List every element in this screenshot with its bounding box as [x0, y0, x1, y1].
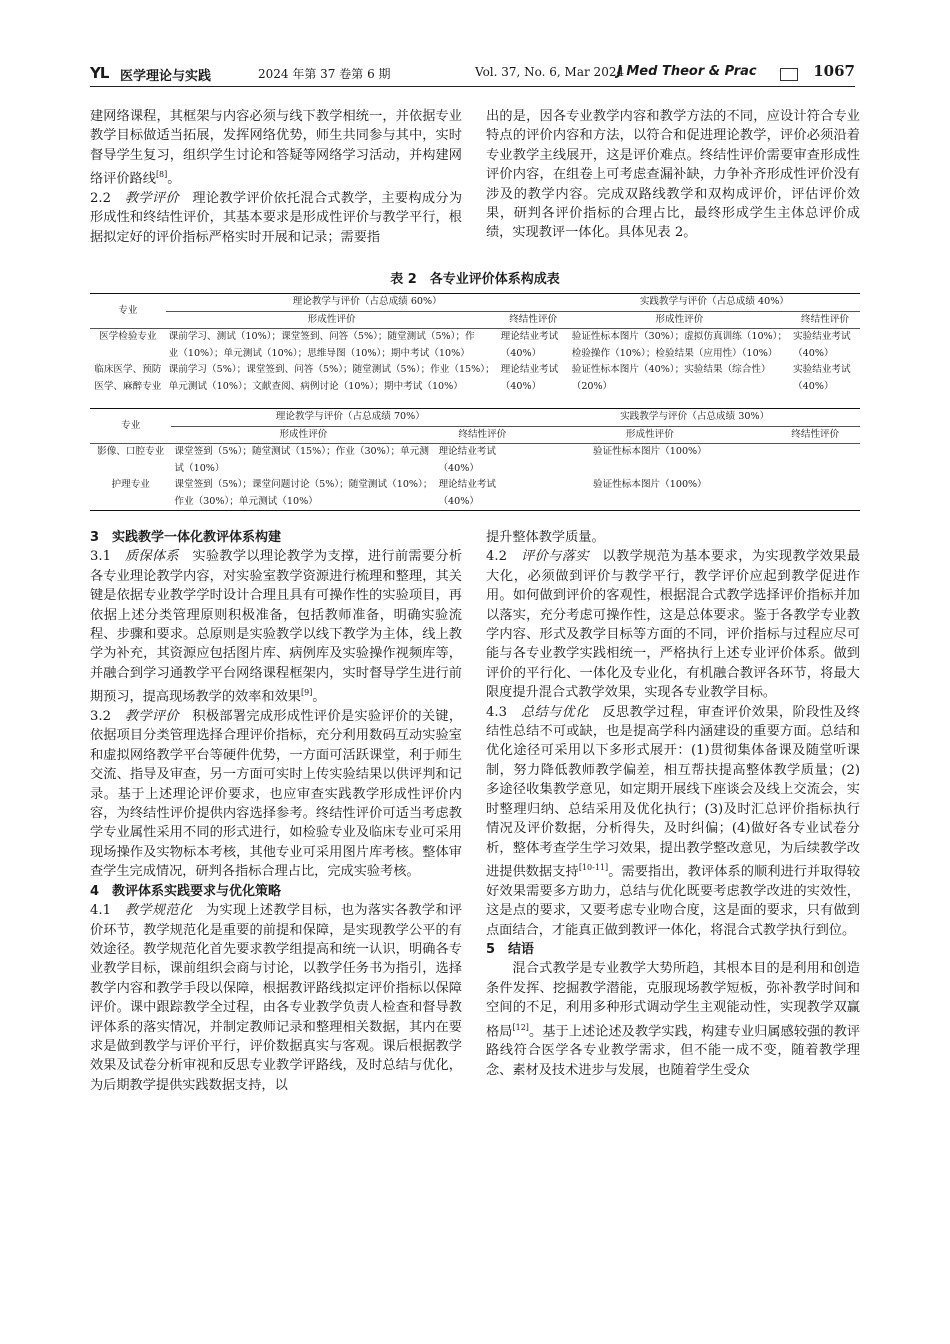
header-formative: 形成性评价: [171, 426, 435, 444]
section-5-title: 5 结语: [486, 941, 535, 957]
header-formative: 形成性评价: [529, 426, 770, 444]
header-major: 专业: [90, 294, 166, 329]
header-box-icon: [780, 68, 798, 81]
header-practice: 实践教学与评价（占总成绩 40%）: [569, 294, 860, 312]
paragraph: 建网络课程，其框架与内容必须与线下教学相统一，并依据专业教学目标做适当拓展，发挥网络优势，师生共同参与其中，实时督导学生复习，组织学生讨论和答疑等网络学习活动，并构建网络评价路线[8]。: [90, 109, 462, 187]
subsection-title: 教学评价: [124, 191, 179, 207]
paragraph: 提升整体教学质量。: [486, 530, 605, 545]
table-row: 临床医学、预防 医学、麻醉专业 课前学习（5%）；课堂签到、问答（5%）；随堂测试（5%）；作业（15%）； 单元测试（10%）；文献查阅、病例讨论（10%）；期中考试（10%） 理论结业考试 （40%） 验证性标本图片（40%）；实验结果（综合性） （20%） 实验结业考试 （40%）: [94, 364, 851, 392]
section-4-3: 4.3 总结与优化 反思教学过程，审查评价效果，阶段性及终结性总结不可或缺，也是提高学科内涵建设的重要方面。总结和优化途径可采用以下多形式展开：(1)贯彻集体备课及随堂听课制，努力降低教师教学偏差，相互帮扶提高整体教学质量；(2)多途径收集教学意见，如定期开展线下座谈会及线上交流会，实时整理归纳、总结采用及优化执行；(3)及时汇总评价指标执行情况及评价数据，分析得失，及时纠偏；(4)做好各专业试卷分析，整体考查学生学习效果，提出教学整改意见，为后续教学改进提供数据支持[10-11]。需要指出，教评体系的顺利进行并取得较好效果需要多方助力，总结与优化既要考虑教学改进的实效性，这是点的要求，又要考虑专业吻合度，这是面的要求，只有做到点面结合，才能真正做到教评一体化，将混合式教学执行到位。: [486, 704, 861, 938]
journal-name-en: J Med Theor & Prac: [617, 64, 757, 79]
subsection-title: 教学规范化: [124, 903, 193, 919]
table-row: 影像、口腔专业 课堂签到（5%）；随堂测试（15%）；作业（30%）；单元测 试（10%） 理论结业考试 （40%） 验证性标本图片（100%）: [97, 446, 707, 474]
table-caption: 表 2 各专业评价体系构成表: [390, 272, 560, 287]
volume-en: Vol. 37, No. 6, Mar 2024: [475, 65, 625, 79]
section-3-2: 3.2 教学评价 积极部署完成形成性评价是实验评价的关键，依据项目分类管理选择合理评价指标，充分利用数码互动实验室和虚拟网络教学平台等硬件优势，一方面可活跃课堂，利于师生交流、指导及审查，另一方面可实时上传实验结果以供评判和记录。基于上述理论评价要求，也应审查实践教学形成性评价内容，为终结性评价提供内容选择参考。终结性评价可适当考虑教学专业属性采用不同的形式进行，如检验专业及临床专业可采用现场操作及实物标本考核，其他专业可采用图片库考核。整体审查学生完成情况，研判各指标合理占比，完成实验考核。: [90, 709, 463, 880]
section-4-title: 4 教评体系实践要求与优化策略: [90, 883, 282, 899]
header-summative: 终结性评价: [771, 426, 860, 444]
section-3-title: 3 实践教学一体化教评体系构建: [90, 530, 282, 545]
citation: [8]: [155, 170, 168, 180]
paragraph: 混合式教学是专业教学大势所趋，其根本目的是利用和创造条件发挥、挖掘教学潜能，克服现场教学短板，弥补教学时间和空间的不足，利用多种形式调动学生主观能动性，实现教学双赢格局[12]。基于上述论述及教学实践，构建专业归属感较强的教评路线符合医学各专业教学需求，但不能一成不变，随着教学理念、素材及技术进步与发展，也随着学生受众: [486, 961, 861, 1078]
citation: [12]: [512, 1022, 529, 1032]
journal-logo: YL: [90, 64, 109, 82]
subsection-title: 总结与优化: [520, 704, 589, 720]
header-summative: 终结性评价: [435, 426, 529, 444]
bottom-left-column: [90, 528, 462, 1095]
header-summative: 终结性评价: [498, 311, 569, 329]
paragraph: 出的是，因各专业教学内容和教学方法的不同，应设计符合专业特点的评价内容和方法，以符合和促进理论教学，评价必须沿着专业教学主线展开，这是评价难点。终结性评价需要审查形成性评价内容，在组卷上可考虑查漏补缺，力争补齐形成性评价没有涉及的教学内容。完成双路线教学和双构成评价，评估评价效果，研判各评价指标的合理占比，最终形成学生主体总评价成绩，实现教评一体化。具体见表 2。: [486, 109, 860, 241]
header-theory: 理论教学与评价（占总成绩 60%）: [166, 294, 569, 312]
table-part-1: [90, 293, 860, 395]
top-right-column: [486, 107, 860, 243]
top-left-column: [90, 107, 462, 247]
table-row: 医学检验专业 课前学习、测试（10%）；课堂签到、问答（5%）；随堂测试（5%）；作 业（10%）；单元测试（10%）；思维导图（10%）；期中考试（10%） 理论结业考试 （40%） 验证性标本图片（30%）；虚拟仿真训练（10%）； 检验操作（10%）；检验结果（应用性）（10%） 实验结业考试 （40%）: [99, 331, 851, 359]
header-practice: 实践教学与评价（占总成绩 30%）: [529, 409, 860, 427]
header-formative: 形成性评价: [569, 311, 790, 329]
header-major: 专业: [90, 409, 171, 444]
section-4-2: 4.2 评价与落实 以教学规范为基本要求，为实现教学效果最大化，必须做到评价与教学平行，教学评价应起到教学促进作用。如何做到评价的客观性，根据混合式教学选择评价指标并加以落实，充分考虑可操作性，这是总体要求。鉴于各教学专业教学内容、形式及教学目标等方面的不同，评价指标与过程应尽可能与各专业教学实践相统一，严格执行上述专业评价体系。做到评价的平行化、一体化及专业化，有机融合教评各环节，将最大限度提升混合式教学效果，实现各专业教学目标。: [486, 549, 861, 701]
table-part-2: [90, 408, 860, 511]
subsection-title: 评价与落实: [520, 549, 589, 565]
section-2-2: 2.2 教学评价 理论教学评价依托混合式教学，主要构成分为形成性和终结性评价，其基本要求是形成性评价与教学平行，根据拟定好的评价指标严格实时开展和记录；需要指: [90, 191, 463, 245]
table-row: 护理专业 课堂签到（5%）；课堂问题讨论（5%）；随堂测试（10%）； 作业（30%）；单元测试（10%） 理论结业考试 （40%） 验证性标本图片（100%）: [90, 477, 860, 511]
running-header: [90, 62, 855, 87]
header-summative: 终结性评价: [790, 311, 860, 329]
header-theory: 理论教学与评价（占总成绩 70%）: [171, 409, 529, 427]
section-3-1: 3.1 质保体系 实验教学以理论教学为支撑，进行前需要分析各专业理论教学内容，对实验室教学资源进行梳理和整理，其关键是依据专业教学学时设计合理且具有可操作性的实验项目，再依据上述分类管理原则积极准备，包括教师准备，明确实验流程、步骤和要求。总原则是实验教学以线下教学为主体，线上教学为补充，其资源应包括图片库、病例库及实验操作视频库等，并融合到学习通教学平台网络课程框架内，实时督导学生进行前期预习，提高现场教学的效率和效果[9]。: [90, 549, 463, 705]
citation: [9]: [301, 688, 313, 698]
bottom-right-column: [486, 528, 860, 1080]
header-formative: 形成性评价: [166, 311, 498, 329]
issue-cn: 2024 年第 37 卷第 6 期: [258, 67, 391, 81]
page-number: 1067: [813, 62, 855, 80]
journal-name-cn: 医学理论与实践: [120, 69, 212, 84]
citation: [10-11]: [578, 862, 609, 872]
section-4-1: 4.1 教学规范化 为实现上述教学目标，也为落实各教学和评价环节，教学规范化是重要的前提和保障，是实现教学公平的有效途径。教学规范化首先要求教学组提高和统一认识，明确各专业教学目标，课前组织会商与讨论，以教学任务书为指引，选择教学内容和教学手段以保障，根据教评路线拟定评价指标以保障评价。课中跟踪教学全过程，由各专业教学负责人检查和督导教评体系的落实情况，并制定教师记录和整理相关数据，其内在要求是做到教学与评价平行，评价数据真实与客观。课后根据教学效果及试卷分析审视和反思专业教学评路线，及时总结与优化，为后期教学提供实践数据支持，以: [90, 903, 463, 1093]
subsection-title: 质保体系: [124, 549, 179, 565]
subsection-title: 教学评价: [124, 709, 179, 725]
